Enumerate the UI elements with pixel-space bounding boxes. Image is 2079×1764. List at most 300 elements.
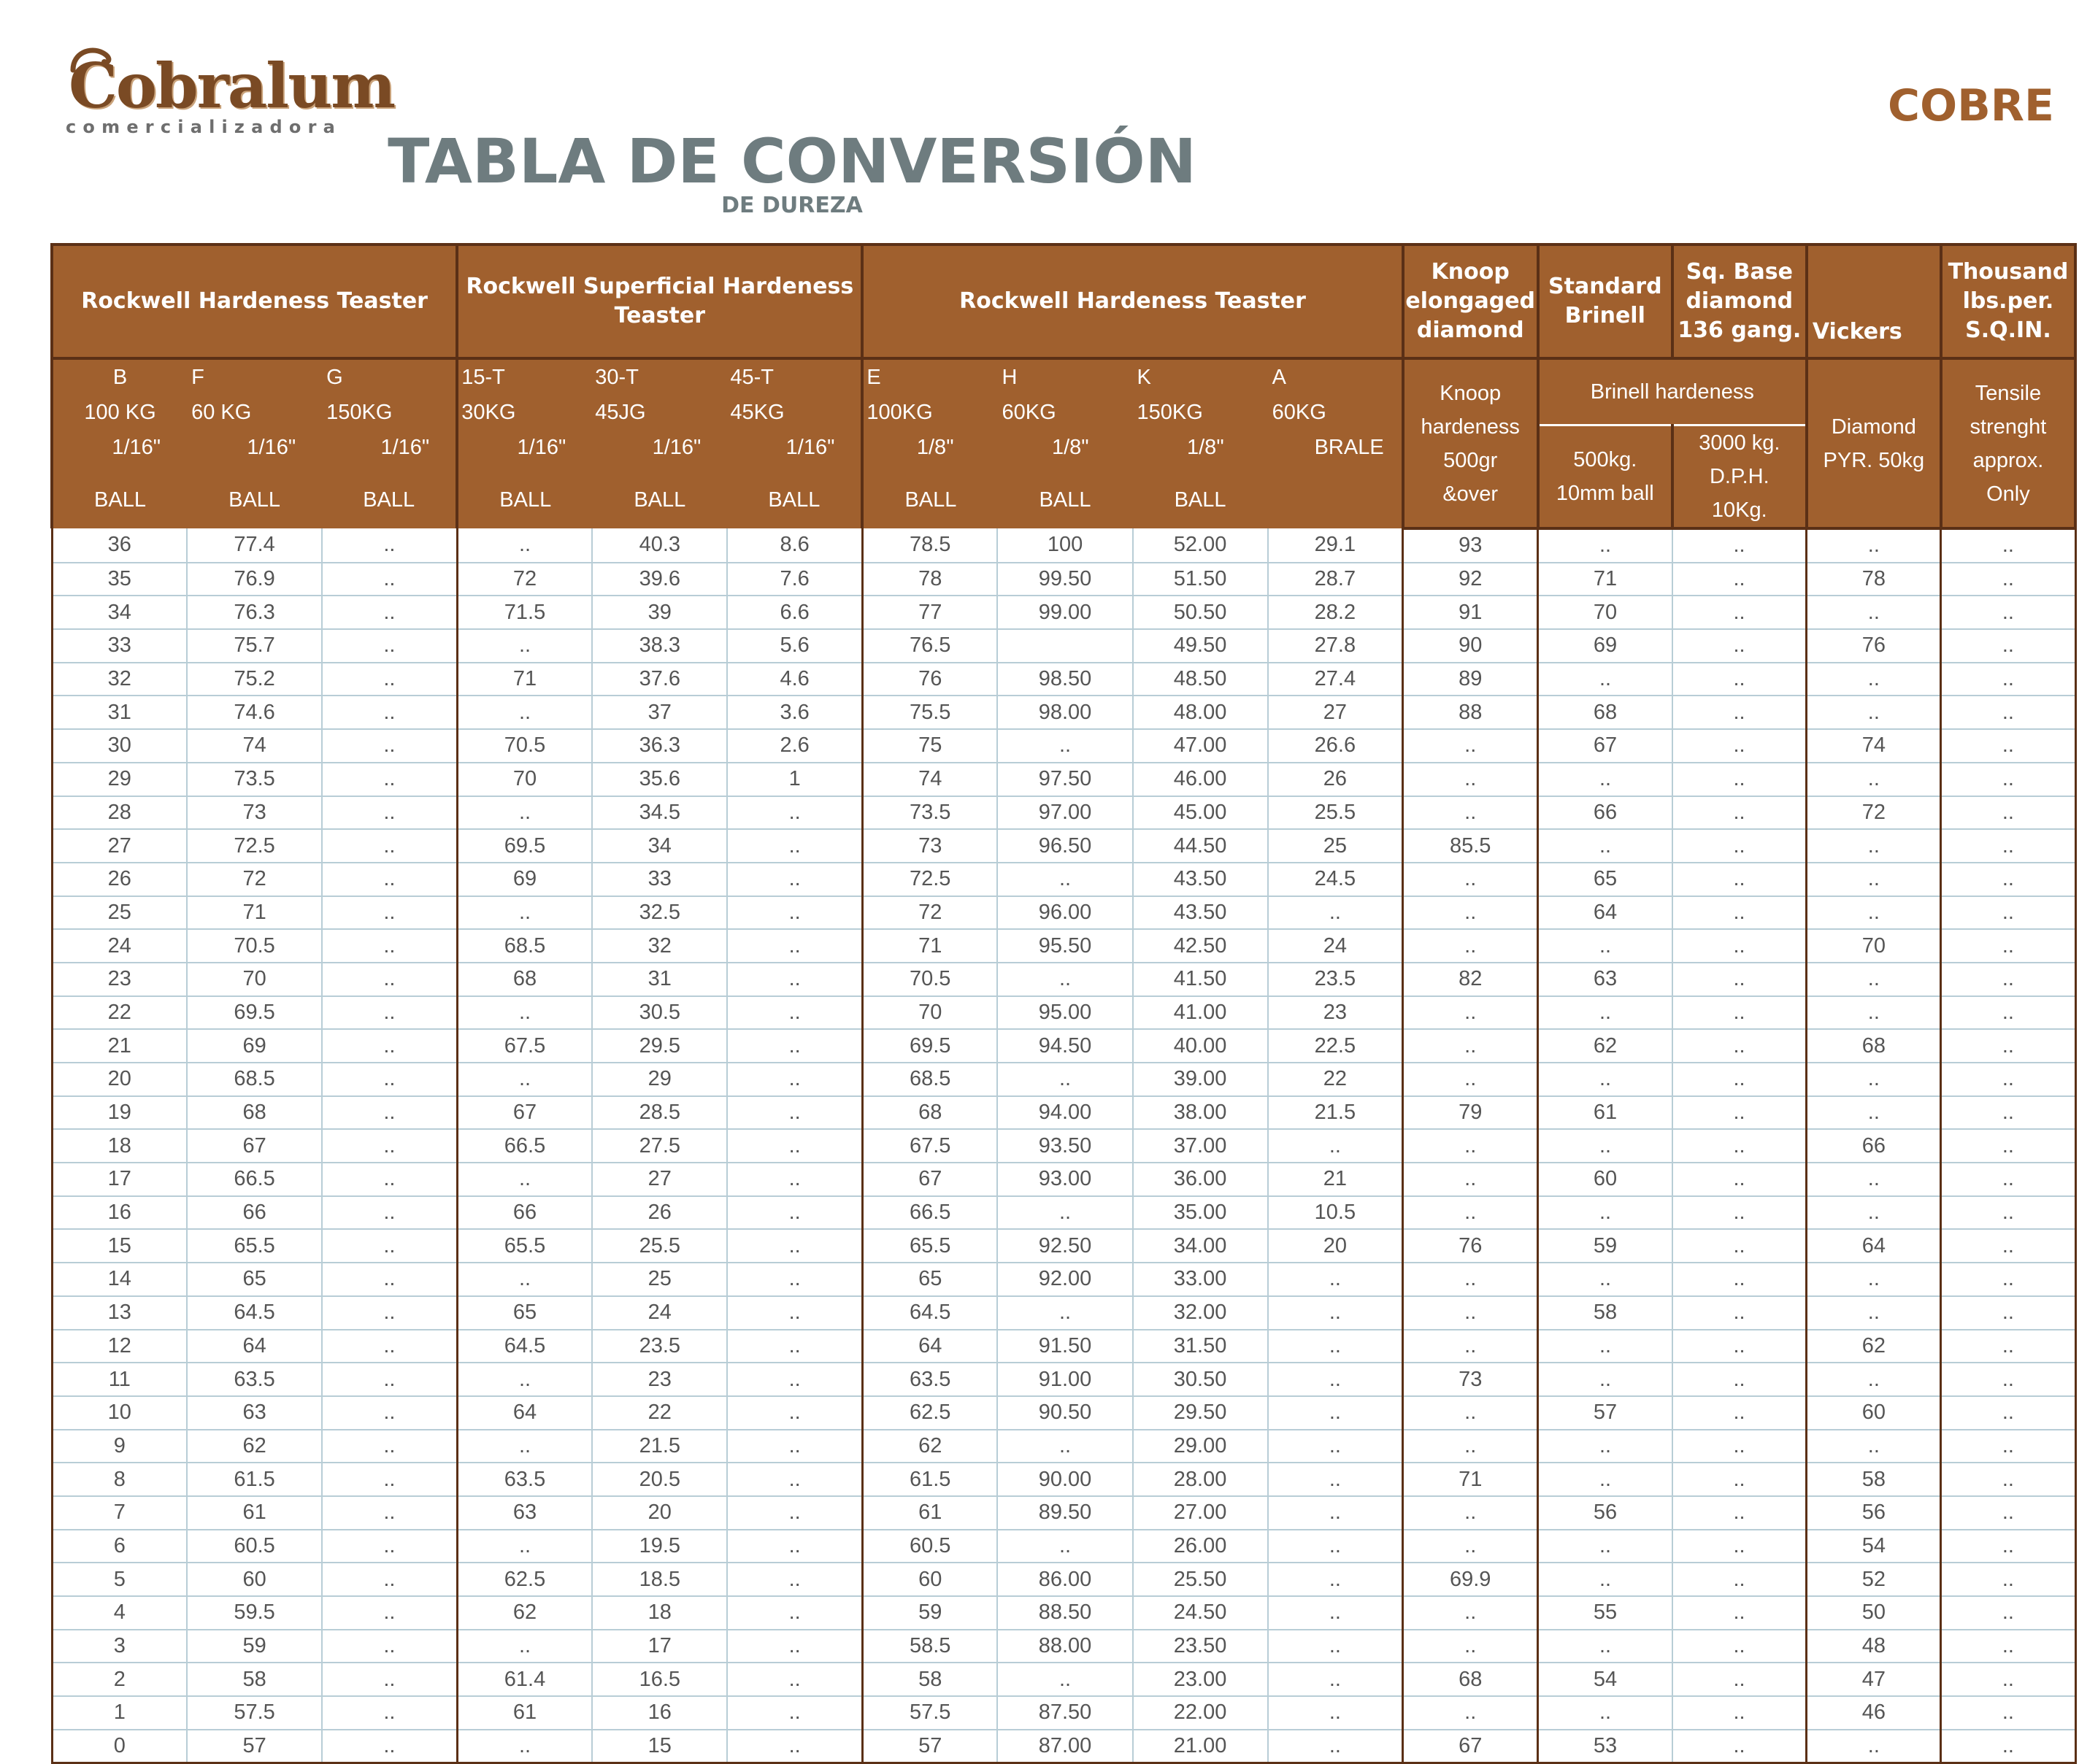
table-cell: 35.00 xyxy=(1133,1196,1268,1230)
table-cell: 24 xyxy=(592,1296,727,1330)
table-cell: 63 xyxy=(457,1496,592,1530)
table-cell: .. xyxy=(727,1163,862,1196)
table-row xyxy=(52,1229,2075,1263)
table-cell: .. xyxy=(1268,1730,1403,1763)
table-cell: .. xyxy=(727,1263,862,1296)
table-cell: .. xyxy=(727,1430,862,1463)
table-cell: 68.5 xyxy=(187,1063,322,1096)
table-cell: .. xyxy=(727,963,862,996)
table-cell xyxy=(997,629,1132,663)
table-cell: 28 xyxy=(52,796,187,830)
table-cell: .. xyxy=(1403,996,1538,1030)
table-cell: .. xyxy=(322,1496,457,1530)
tensile-subheader: Tensile strenght approx. Only xyxy=(1941,358,2075,528)
table-cell: 72 xyxy=(187,863,322,896)
table-cell: 60 xyxy=(187,1563,322,1596)
table-cell: 60.5 xyxy=(862,1530,997,1563)
table-cell: 75.7 xyxy=(187,629,322,663)
table-cell: .. xyxy=(322,1730,457,1763)
table-cell: 26 xyxy=(592,1196,727,1230)
table-cell: .. xyxy=(1941,1496,2075,1530)
table-cell: .. xyxy=(1403,796,1538,830)
table-cell: .. xyxy=(1672,1163,1807,1196)
table-cell: 98.00 xyxy=(997,696,1132,729)
table-cell: 11 xyxy=(52,1363,187,1396)
table-cell: 73 xyxy=(862,829,997,863)
group-header-sq-base: Sq. Base diamond 136 gang. xyxy=(1672,244,1807,358)
table-cell: 57.5 xyxy=(862,1696,997,1730)
material-label: COBRE xyxy=(1888,80,2054,131)
table-cell: 39.00 xyxy=(1133,1063,1268,1096)
table-cell: 79 xyxy=(1403,1096,1538,1130)
table-cell: 68 xyxy=(457,963,592,996)
table-cell: 21.00 xyxy=(1133,1730,1268,1763)
table-cell: .. xyxy=(1403,1263,1538,1296)
table-cell: 97.50 xyxy=(997,763,1132,796)
table-cell: 54 xyxy=(1538,1663,1672,1696)
scale-header-g: G 150KG 1/16" BALL xyxy=(322,358,457,528)
table-cell: .. xyxy=(727,1063,862,1096)
table-cell: .. xyxy=(1672,1563,1807,1596)
table-cell: 8 xyxy=(52,1463,187,1496)
table-cell: 31 xyxy=(592,963,727,996)
table-cell: .. xyxy=(1403,1330,1538,1363)
table-cell: .. xyxy=(1538,528,1672,563)
table-cell: 30.5 xyxy=(592,996,727,1030)
table-cell: .. xyxy=(1403,863,1538,896)
table-cell: .. xyxy=(322,1596,457,1630)
table-cell: .. xyxy=(1672,829,1807,863)
table-cell: .. xyxy=(1672,729,1807,763)
table-cell: .. xyxy=(1403,729,1538,763)
table-cell: .. xyxy=(1268,1430,1403,1463)
table-cell: .. xyxy=(1807,1163,1941,1196)
table-cell: .. xyxy=(322,696,457,729)
table-cell: .. xyxy=(1672,1330,1807,1363)
table-cell: .. xyxy=(1538,996,1672,1030)
table-cell: 47 xyxy=(1807,1663,1941,1696)
table-cell: 94.00 xyxy=(997,1096,1132,1130)
table-cell: 58 xyxy=(1538,1296,1672,1330)
table-cell: .. xyxy=(1941,829,2075,863)
table-cell: 31.50 xyxy=(1133,1330,1268,1363)
table-row xyxy=(52,1430,2075,1463)
table-cell: 91 xyxy=(1403,596,1538,629)
table-cell: 32 xyxy=(52,663,187,696)
table-cell: 12 xyxy=(52,1330,187,1363)
table-cell: 57.5 xyxy=(187,1696,322,1730)
table-row xyxy=(52,1029,2075,1063)
table-cell: 61 xyxy=(187,1496,322,1530)
table-cell: .. xyxy=(1807,763,1941,796)
table-cell: .. xyxy=(997,863,1132,896)
table-cell: 46.00 xyxy=(1133,763,1268,796)
table-cell: 58 xyxy=(187,1663,322,1696)
table-cell: 88 xyxy=(1403,696,1538,729)
table-cell: 89.50 xyxy=(997,1496,1132,1530)
table-cell: 92 xyxy=(1403,563,1538,596)
table-cell: 67.5 xyxy=(862,1129,997,1163)
table-cell: .. xyxy=(1672,763,1807,796)
table-cell: .. xyxy=(1941,996,2075,1030)
table-cell: 23 xyxy=(52,963,187,996)
table-cell: .. xyxy=(1672,1696,1807,1730)
table-cell: .. xyxy=(1941,1296,2075,1330)
table-cell: .. xyxy=(1672,596,1807,629)
table-cell: .. xyxy=(457,1530,592,1563)
table-cell: .. xyxy=(1941,1730,2075,1763)
table-cell: 22 xyxy=(592,1396,727,1430)
table-row xyxy=(52,1296,2075,1330)
table-row xyxy=(52,1496,2075,1530)
table-cell: 25.5 xyxy=(1268,796,1403,830)
table-cell: 67 xyxy=(862,1163,997,1196)
group-header-knoop: Knoop elongaged diamond xyxy=(1403,244,1538,358)
table-cell: .. xyxy=(457,1363,592,1396)
table-cell: 54 xyxy=(1807,1530,1941,1563)
table-cell: .. xyxy=(457,1630,592,1663)
table-cell: 18.5 xyxy=(592,1563,727,1596)
table-cell: 76 xyxy=(1807,629,1941,663)
table-cell: 69.5 xyxy=(187,996,322,1030)
table-row xyxy=(52,1563,2075,1596)
group-header-rockwell-2: Rockwell Hardeness Teaster xyxy=(862,244,1402,358)
table-cell: .. xyxy=(1672,1263,1807,1296)
table-cell: .. xyxy=(997,963,1132,996)
table-cell: 23 xyxy=(592,1363,727,1396)
table-cell: .. xyxy=(727,1096,862,1130)
table-cell: 47.00 xyxy=(1133,729,1268,763)
table-cell: 27 xyxy=(52,829,187,863)
table-cell: .. xyxy=(1268,1296,1403,1330)
table-cell: .. xyxy=(727,1330,862,1363)
table-cell: .. xyxy=(322,563,457,596)
table-cell: .. xyxy=(457,796,592,830)
table-cell: 94.50 xyxy=(997,1029,1132,1063)
table-cell: 38.3 xyxy=(592,629,727,663)
table-row xyxy=(52,629,2075,663)
table-cell: 75.2 xyxy=(187,663,322,696)
table-cell: .. xyxy=(322,663,457,696)
table-cell: 46 xyxy=(1807,1696,1941,1730)
table-cell: 27 xyxy=(1268,696,1403,729)
table-cell: .. xyxy=(1941,1396,2075,1430)
scale-header-a: A 60KG BRALE xyxy=(1268,358,1403,528)
table-cell: .. xyxy=(1672,1363,1807,1396)
table-cell: 67 xyxy=(1403,1730,1538,1763)
table-cell: 100 xyxy=(997,528,1132,563)
table-cell: 23.5 xyxy=(1268,963,1403,996)
table-cell: .. xyxy=(1941,1263,2075,1296)
table-cell: 1 xyxy=(727,763,862,796)
table-cell: .. xyxy=(1807,896,1941,930)
table-cell: 27 xyxy=(592,1163,727,1196)
table-cell: .. xyxy=(1672,663,1807,696)
table-cell: .. xyxy=(1268,1363,1403,1396)
table-cell: 93 xyxy=(1403,528,1538,563)
table-cell: 50 xyxy=(1807,1596,1941,1630)
table-row xyxy=(52,1630,2075,1663)
table-cell: 28.2 xyxy=(1268,596,1403,629)
table-cell: 71.5 xyxy=(457,596,592,629)
table-cell: 63 xyxy=(187,1396,322,1430)
table-cell: 32.5 xyxy=(592,896,727,930)
table-cell: .. xyxy=(1941,1229,2075,1263)
table-cell: .. xyxy=(997,1530,1132,1563)
table-cell: 64.5 xyxy=(457,1330,592,1363)
table-cell: 73.5 xyxy=(187,763,322,796)
table-cell: .. xyxy=(457,1430,592,1463)
table-cell: .. xyxy=(1538,1563,1672,1596)
table-cell: .. xyxy=(1807,1430,1941,1463)
table-cell: 22.00 xyxy=(1133,1696,1268,1730)
table-cell: .. xyxy=(322,1630,457,1663)
table-cell: 65 xyxy=(187,1263,322,1296)
table-cell: 66 xyxy=(1807,1129,1941,1163)
table-cell: .. xyxy=(457,696,592,729)
table-cell: .. xyxy=(1672,1229,1807,1263)
table-cell: 63.5 xyxy=(862,1363,997,1396)
table-cell: 69 xyxy=(457,863,592,896)
table-cell: 2 xyxy=(52,1663,187,1696)
table-cell: 60 xyxy=(1538,1163,1672,1196)
table-cell: .. xyxy=(1941,528,2075,563)
table-cell: 18 xyxy=(52,1129,187,1163)
scale-header-e: E 100KG 1/8" BALL xyxy=(862,358,997,528)
table-cell: .. xyxy=(1672,1630,1807,1663)
table-cell: 90 xyxy=(1403,629,1538,663)
table-cell: 3.6 xyxy=(727,696,862,729)
table-row xyxy=(52,1063,2075,1096)
table-cell: 68 xyxy=(1538,696,1672,729)
table-cell: 29.1 xyxy=(1268,528,1403,563)
table-cell: 57 xyxy=(187,1730,322,1763)
table-cell: .. xyxy=(1672,1463,1807,1496)
brinell-subheader: Brinell hardeness xyxy=(1538,358,1807,425)
table-cell: .. xyxy=(1538,763,1672,796)
table-cell: 29 xyxy=(52,763,187,796)
table-cell: .. xyxy=(1941,1530,2075,1563)
table-cell: 21 xyxy=(1268,1163,1403,1196)
table-cell: .. xyxy=(457,896,592,930)
table-cell: 66 xyxy=(1538,796,1672,830)
brinell-3000-subheader: 3000 kg. D.P.H. 10Kg. xyxy=(1672,425,1807,529)
table-row xyxy=(52,896,2075,930)
table-cell: 37.00 xyxy=(1133,1129,1268,1163)
table-cell: 43.50 xyxy=(1133,863,1268,896)
table-cell: .. xyxy=(1672,796,1807,830)
group-header-brinell: Standard Brinell xyxy=(1538,244,1672,358)
table-cell: .. xyxy=(1672,1530,1807,1563)
table-cell: 20 xyxy=(52,1063,187,1096)
table-cell: .. xyxy=(457,996,592,1030)
table-cell: .. xyxy=(1941,1196,2075,1230)
table-cell: 70 xyxy=(457,763,592,796)
table-cell: 7.6 xyxy=(727,563,862,596)
table-cell: 0 xyxy=(52,1730,187,1763)
table-cell: 64 xyxy=(862,1330,997,1363)
table-cell: .. xyxy=(322,996,457,1030)
table-cell: .. xyxy=(1672,1663,1807,1696)
table-cell: .. xyxy=(1268,1463,1403,1496)
table-cell: .. xyxy=(727,1029,862,1063)
table-cell: .. xyxy=(1807,1363,1941,1396)
table-cell: 39 xyxy=(592,596,727,629)
table-cell: .. xyxy=(727,1630,862,1663)
table-row xyxy=(52,863,2075,896)
table-cell: .. xyxy=(1672,563,1807,596)
table-cell: 72.5 xyxy=(187,829,322,863)
table-cell: .. xyxy=(1403,929,1538,963)
table-cell: 96.50 xyxy=(997,829,1132,863)
scale-header-f: F 60 KG 1/16" BALL xyxy=(187,358,322,528)
table-cell: 28.00 xyxy=(1133,1463,1268,1496)
table-cell: .. xyxy=(727,1563,862,1596)
table-cell: 61 xyxy=(457,1696,592,1730)
table-cell: .. xyxy=(727,1296,862,1330)
table-cell: .. xyxy=(1672,996,1807,1030)
table-cell: .. xyxy=(1538,1263,1672,1296)
table-cell: 16.5 xyxy=(592,1663,727,1696)
table-cell: .. xyxy=(997,729,1132,763)
table-row xyxy=(52,1396,2075,1430)
table-cell: .. xyxy=(1941,1696,2075,1730)
table-cell: 29 xyxy=(592,1063,727,1096)
table-cell: 22 xyxy=(1268,1063,1403,1096)
table-cell: 29.00 xyxy=(1133,1430,1268,1463)
table-cell: 88.50 xyxy=(997,1596,1132,1630)
table-cell: 26.6 xyxy=(1268,729,1403,763)
table-cell: 41.00 xyxy=(1133,996,1268,1030)
table-cell: 24 xyxy=(52,929,187,963)
table-cell: 87.00 xyxy=(997,1730,1132,1763)
table-row xyxy=(52,1330,2075,1363)
table-cell: 62 xyxy=(1807,1330,1941,1363)
table-cell: 58 xyxy=(862,1663,997,1696)
table-cell: .. xyxy=(1403,763,1538,796)
table-cell: .. xyxy=(322,1396,457,1430)
table-cell: .. xyxy=(1941,1096,2075,1130)
table-cell: 27.00 xyxy=(1133,1496,1268,1530)
table-cell: 72 xyxy=(1807,796,1941,830)
table-cell: 4 xyxy=(52,1596,187,1630)
table-cell: .. xyxy=(1941,1663,2075,1696)
group-header-rockwell: Rockwell Hardeness Teaster xyxy=(52,244,457,358)
table-cell: 95.50 xyxy=(997,929,1132,963)
table-cell: .. xyxy=(457,1063,592,1096)
table-cell: 34 xyxy=(592,829,727,863)
table-cell: .. xyxy=(322,1330,457,1363)
table-row xyxy=(52,1096,2075,1130)
table-cell: 33 xyxy=(592,863,727,896)
table-row xyxy=(52,963,2075,996)
table-cell: .. xyxy=(1807,1096,1941,1130)
table-row xyxy=(52,996,2075,1030)
table-cell: 69.5 xyxy=(862,1029,997,1063)
table-cell: 58.5 xyxy=(862,1630,997,1663)
table-cell: 65 xyxy=(1538,863,1672,896)
table-cell: 23.50 xyxy=(1133,1630,1268,1663)
table-cell: 25.50 xyxy=(1133,1563,1268,1596)
table-cell: .. xyxy=(1672,963,1807,996)
table-cell: 71 xyxy=(187,896,322,930)
table-cell: 69 xyxy=(1538,629,1672,663)
table-cell: 96.00 xyxy=(997,896,1132,930)
table-cell: 60.5 xyxy=(187,1530,322,1563)
table-cell: 70.5 xyxy=(457,729,592,763)
table-cell: 7 xyxy=(52,1496,187,1530)
table-cell: 62 xyxy=(862,1430,997,1463)
table-cell: 27.4 xyxy=(1268,663,1403,696)
table-cell: 66.5 xyxy=(457,1129,592,1163)
table-cell: 18 xyxy=(592,1596,727,1630)
table-cell: 4.6 xyxy=(727,663,862,696)
table-cell: .. xyxy=(322,1463,457,1496)
table-cell: .. xyxy=(322,1296,457,1330)
table-cell: .. xyxy=(1941,729,2075,763)
table-cell: 61.5 xyxy=(187,1463,322,1496)
table-cell: .. xyxy=(1268,1530,1403,1563)
table-cell: .. xyxy=(322,763,457,796)
table-cell: .. xyxy=(1941,1463,2075,1496)
table-cell: 74.6 xyxy=(187,696,322,729)
table-cell: .. xyxy=(1941,1563,2075,1596)
knoop-subheader: Knoop hardeness 500gr &over xyxy=(1403,358,1538,528)
table-cell: 17 xyxy=(592,1630,727,1663)
table-cell: .. xyxy=(1941,1596,2075,1630)
table-cell: 66.5 xyxy=(187,1163,322,1196)
table-cell: .. xyxy=(322,863,457,896)
table-cell: .. xyxy=(1807,1730,1941,1763)
table-cell: .. xyxy=(1538,1330,1672,1363)
table-cell: 86.00 xyxy=(997,1563,1132,1596)
table-cell: .. xyxy=(1941,629,2075,663)
table-cell: .. xyxy=(727,1229,862,1263)
table-cell: 16 xyxy=(592,1696,727,1730)
table-cell: 85.5 xyxy=(1403,829,1538,863)
table-cell: .. xyxy=(727,1196,862,1230)
table-cell: 51.50 xyxy=(1133,563,1268,596)
table-cell: 70 xyxy=(187,963,322,996)
table-cell: .. xyxy=(1672,1096,1807,1130)
table-cell: 87.50 xyxy=(997,1696,1132,1730)
table-cell: 10 xyxy=(52,1396,187,1430)
table-cell: 59.5 xyxy=(187,1596,322,1630)
table-cell: 59 xyxy=(1538,1229,1672,1263)
table-cell: .. xyxy=(322,929,457,963)
table-cell: .. xyxy=(1941,763,2075,796)
table-cell: 13 xyxy=(52,1296,187,1330)
table-cell: .. xyxy=(727,796,862,830)
table-row xyxy=(52,1530,2075,1563)
table-cell: 57 xyxy=(1538,1396,1672,1430)
table-cell: .. xyxy=(1807,963,1941,996)
table-cell: .. xyxy=(1807,596,1941,629)
table-cell: .. xyxy=(727,1730,862,1763)
table-cell: 73 xyxy=(1403,1363,1538,1396)
table-cell: 91.00 xyxy=(997,1363,1132,1396)
table-cell: 36 xyxy=(52,528,187,563)
table-cell: 23 xyxy=(1268,996,1403,1030)
table-row xyxy=(52,1263,2075,1296)
table-cell: 30.50 xyxy=(1133,1363,1268,1396)
table-cell: .. xyxy=(727,863,862,896)
table-cell: 68 xyxy=(862,1096,997,1130)
table-cell: 37 xyxy=(592,696,727,729)
scale-header-45t: 45-T 45KG 1/16" BALL xyxy=(727,358,862,528)
table-cell: .. xyxy=(1538,1530,1672,1563)
table-cell: 65 xyxy=(862,1263,997,1296)
